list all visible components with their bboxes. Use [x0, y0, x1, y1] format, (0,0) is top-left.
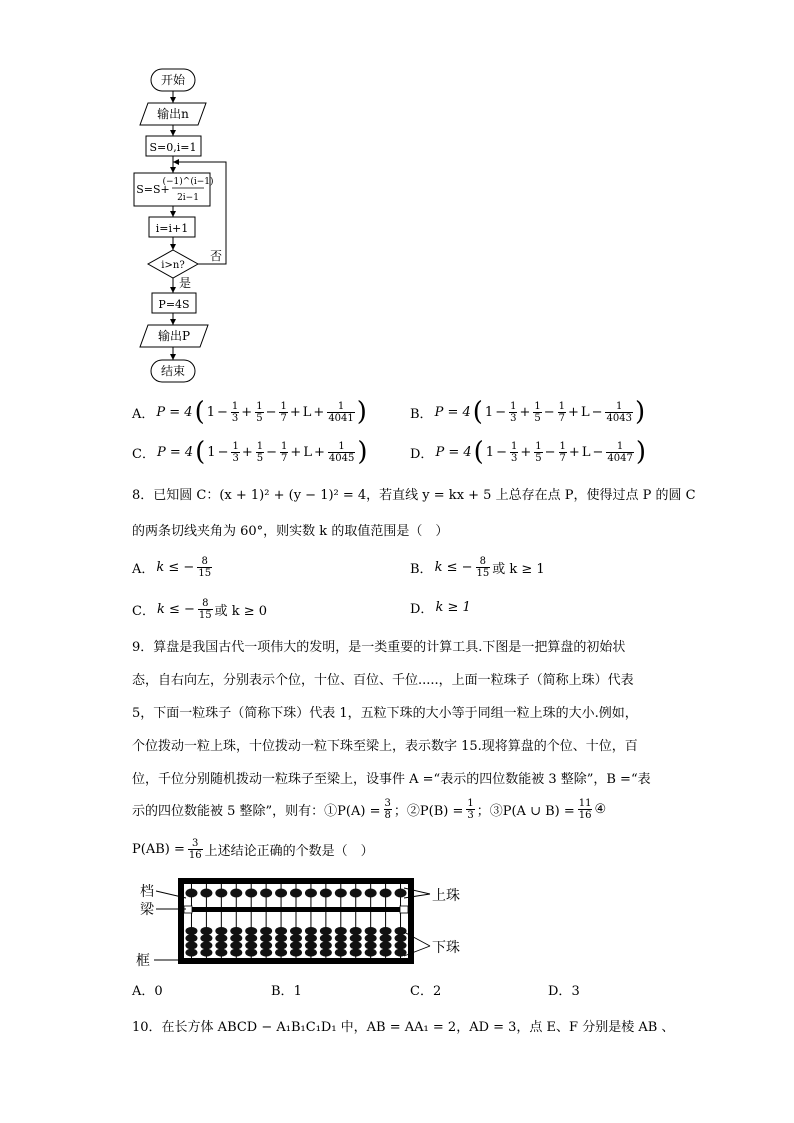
- lower-bead: [335, 949, 347, 957]
- fraction-den: 7: [281, 452, 288, 464]
- lower-bead: [200, 934, 212, 942]
- option-fraction: [476, 556, 491, 579]
- q9-option-d[interactable]: D．3: [548, 984, 580, 999]
- lower-bead: [335, 934, 347, 942]
- lower-bead: [260, 941, 272, 949]
- fraction-num: 1: [534, 400, 541, 412]
- q7-option-d[interactable]: [410, 437, 648, 467]
- upper-bead: [320, 889, 332, 898]
- q9-pb-text: ；②P(B) =: [393, 804, 464, 819]
- option-prefix: P = 4: [435, 444, 472, 460]
- fraction-num: 1: [559, 440, 566, 452]
- lower-bead: [380, 941, 392, 949]
- fraction-last: [327, 401, 354, 424]
- fraction-num: 1: [281, 440, 288, 452]
- last-sign: −: [591, 404, 603, 420]
- upper-bead: [365, 889, 377, 898]
- fraction-den: 7: [280, 412, 287, 424]
- lower-bead: [245, 949, 257, 957]
- fraction-last: [605, 401, 632, 424]
- fraction-third: [231, 441, 239, 464]
- right-paren: ): [356, 397, 367, 427]
- option-prefix: P = 4: [156, 444, 194, 460]
- lower-bead: [215, 934, 227, 942]
- lower-bead: [335, 941, 347, 949]
- fraction-den: 7: [558, 412, 566, 424]
- operator: +: [520, 444, 532, 460]
- operator: +: [241, 404, 253, 420]
- upper-bead: [230, 889, 242, 898]
- fraction-num: 1: [535, 440, 542, 452]
- fraction-num: 8: [476, 556, 491, 568]
- flow-output-n-label: 输出n: [157, 107, 189, 121]
- upper-bead: [335, 889, 347, 898]
- lower-bead: [260, 949, 272, 957]
- option-letter: A．: [132, 562, 155, 577]
- beam-slot-left: [184, 906, 192, 913]
- operator: −: [496, 444, 507, 460]
- lower-bead: [290, 934, 302, 942]
- q10-text: 10．在长方体 ABCD − A₁B₁C₁D₁ 中，AB = AA₁ = 2，AD = 3，点 E、F 分别是棱 AB 、: [132, 1020, 675, 1035]
- q9-line-4: 个位拨动一粒上珠，十位拨动一粒下珠至梁上，表示数字 15.现将算盘的个位、十位，百: [132, 739, 638, 754]
- upper-bead: [245, 889, 257, 898]
- lower-bead: [380, 934, 392, 942]
- fraction-fifth: [534, 441, 542, 464]
- fraction-num: 1: [231, 400, 239, 412]
- fraction-den: 3: [510, 412, 517, 424]
- lower-bead: [305, 941, 317, 949]
- flow-assign-p-label: P=4S: [158, 298, 190, 311]
- fraction-fifth: [255, 401, 263, 424]
- fraction-seventh: [279, 401, 287, 424]
- operator: −: [217, 404, 228, 420]
- flow-init-label: S=0,i=1: [149, 141, 197, 154]
- fraction-num: 1: [232, 440, 239, 452]
- q9-pa-fraction: $\frac{3}{8}$: [384, 798, 391, 821]
- lower-bead: [290, 949, 302, 957]
- fraction-fifth: [256, 441, 264, 464]
- upper-bead: [395, 889, 407, 898]
- lower-bead: [320, 934, 332, 942]
- option-letter: B．: [410, 562, 433, 577]
- lower-bead: [230, 927, 242, 935]
- fraction-den: 15: [198, 610, 212, 621]
- option-letter: C．: [132, 446, 155, 462]
- upper-bead: [380, 889, 392, 898]
- option-text: k ≤ −: [434, 560, 473, 575]
- fraction-den: 4045: [328, 452, 355, 464]
- lower-bead: [260, 927, 272, 935]
- last-sign: +: [313, 404, 325, 420]
- fraction-den: 7: [559, 452, 566, 464]
- upper-bead: [305, 889, 317, 898]
- lower-bead: [185, 934, 197, 942]
- lower-bead: [350, 941, 362, 949]
- q9-option-c[interactable]: C．2: [410, 984, 442, 999]
- lower-bead: [290, 941, 302, 949]
- lower-bead: [215, 941, 227, 949]
- q8-line-2: 的两条切线夹角为 60°，则实数 k 的取值范围是（ ）: [132, 524, 449, 539]
- flow-output-p-label: 输出P: [157, 329, 191, 343]
- upper-bead: [290, 889, 302, 898]
- left-paren: (: [195, 437, 206, 467]
- q7-options: [132, 397, 652, 472]
- label-dang: 档: [140, 884, 154, 900]
- term-one: 1: [207, 444, 216, 460]
- lower-bead: [215, 949, 227, 957]
- fraction-den: 5: [256, 452, 264, 464]
- operator: +: [519, 404, 531, 420]
- q9-option-b[interactable]: B．1: [271, 984, 302, 999]
- q9-line-6: [132, 798, 608, 821]
- lower-bead: [230, 941, 242, 949]
- lower-bead: [245, 927, 257, 935]
- abacus-figure: [132, 874, 492, 974]
- q9-pa-text: 示的四位数能被 5 整除”，则有：①P(A) =: [132, 804, 381, 819]
- q9-line-3: 5，下面一粒珠子（简称下珠）代表 1，五粒下珠的大小等于同组一粒上珠的大小.例如，: [132, 706, 638, 721]
- flow-yes-label: 是: [178, 276, 192, 290]
- lower-bead: [320, 927, 332, 935]
- ellipsis-symbol: L: [302, 404, 312, 420]
- lower-bead: [395, 941, 407, 949]
- flow-increment-label: i=i+1: [155, 222, 189, 235]
- option-fraction: [197, 556, 212, 579]
- q8-option-b[interactable]: [410, 556, 547, 579]
- right-paren: ): [357, 437, 368, 467]
- q8-line-1: 8．已知圆 C：(x + 1)² + (y − 1)² = 4，若直线 y = kx + 5 上总存在点 P，使得过点 P 的圆 C: [132, 488, 696, 503]
- fraction-den: 5: [256, 412, 263, 424]
- option-letter: B．: [410, 406, 433, 422]
- fraction-num: 1: [256, 400, 263, 412]
- fraction-den: 5: [535, 452, 542, 464]
- fraction-num: 1: [558, 400, 566, 412]
- option-prefix: P = 4: [156, 404, 193, 420]
- fraction-den: 4043: [606, 412, 632, 424]
- fraction-third: [510, 441, 518, 464]
- lower-bead: [365, 927, 377, 935]
- term-one: 1: [484, 404, 494, 420]
- label-upper-bead: 上珠: [432, 888, 460, 904]
- upper-bead: [260, 889, 272, 898]
- lower-bead: [275, 927, 287, 935]
- fraction-den: 15: [476, 568, 490, 579]
- ellipsis-symbol: L: [581, 444, 591, 460]
- fraction-den: 3: [232, 452, 239, 464]
- upper-bead: [200, 889, 212, 898]
- lower-bead: [305, 934, 317, 942]
- operator: +: [568, 444, 580, 460]
- left-paren: (: [194, 397, 205, 427]
- lower-bead: [350, 934, 362, 942]
- lower-bead: [275, 949, 287, 957]
- q9-four-marker: ④: [594, 802, 607, 817]
- option-letter: D．: [410, 446, 434, 462]
- q9-p-ab-prefix: P(AB) =: [132, 842, 185, 857]
- option-letter: C．: [132, 604, 155, 619]
- flow-condition-label: i>n?: [161, 260, 185, 271]
- option-letter: A．: [132, 406, 155, 422]
- operator: −: [543, 404, 555, 420]
- fraction-third: [509, 401, 517, 424]
- q9-line-1: 9．算盘是我国古代一项伟大的发明，是一类重要的计算工具.下图是一把算盘的初始状: [132, 640, 626, 655]
- upper-bead: [185, 889, 197, 898]
- lower-bead: [350, 927, 362, 935]
- lower-bead: [365, 941, 377, 949]
- lower-bead: [380, 927, 392, 935]
- lower-bead: [395, 927, 407, 935]
- right-paren: ): [635, 437, 646, 467]
- q7-option-b[interactable]: [410, 397, 647, 427]
- operator: −: [495, 404, 507, 420]
- ellipsis-symbol: L: [580, 404, 590, 420]
- q9-pab-text: ；③P(A ∪ B) =: [476, 804, 575, 819]
- fraction-den: 4047: [607, 452, 633, 464]
- operator: −: [544, 444, 556, 460]
- fraction-num: 1: [256, 440, 264, 452]
- lower-bead: [320, 949, 332, 957]
- last-sign: −: [592, 444, 604, 460]
- q9-p-ab-fraction: $\frac{3}{16}$: [188, 838, 202, 861]
- option-fraction: [198, 598, 213, 621]
- operator: +: [568, 404, 579, 420]
- fraction-num: 1: [510, 440, 518, 452]
- lower-bead: [275, 941, 287, 949]
- flow-end-label: 结束: [160, 364, 186, 378]
- fraction-num: 1: [328, 441, 355, 453]
- option-letter: D．: [410, 602, 434, 617]
- lower-bead: [365, 949, 377, 957]
- lower-bead: [395, 934, 407, 942]
- fraction-num: 1: [606, 441, 633, 453]
- label-kuang: 框: [136, 953, 150, 969]
- fraction-den: 4041: [328, 412, 354, 424]
- lower-bead: [320, 941, 332, 949]
- lower-bead: [335, 927, 347, 935]
- option-text: k ≥ 1: [435, 600, 471, 615]
- operator: −: [266, 444, 278, 460]
- upper-bead: [215, 889, 227, 898]
- term-one: 1: [485, 444, 495, 460]
- flow-update-s-den: 2i−1: [177, 193, 199, 203]
- lower-bead: [305, 949, 317, 957]
- term-one: 1: [206, 404, 216, 420]
- q9-pb-fraction: $\frac{1}{3}$: [467, 798, 474, 821]
- flow-no-label: 否: [209, 249, 223, 263]
- lower-bead: [200, 949, 212, 957]
- flow-update-s-num: (−1)^(i−1): [162, 177, 214, 187]
- lower-bead: [290, 927, 302, 935]
- option-text: k ≤ −: [156, 602, 195, 617]
- flow-update-s-prefix: S=S+: [136, 183, 170, 196]
- q9-line-2: 态，自右向左，分别表示个位，十位、百位、千位.....，上面一粒珠子（简称上珠）代表: [132, 673, 634, 688]
- lower-bead: [230, 949, 242, 957]
- fraction-num: 8: [198, 598, 213, 610]
- fraction-num: 1: [510, 400, 517, 412]
- lower-bead: [365, 934, 377, 942]
- lower-bead: [215, 927, 227, 935]
- fraction-seventh: [280, 441, 288, 464]
- fraction-third: [231, 401, 239, 424]
- fraction-num: 1: [327, 401, 354, 413]
- option-tail: 或 k ≥ 0: [214, 604, 268, 619]
- lower-bead: [200, 927, 212, 935]
- operator: +: [290, 444, 302, 460]
- lower-bead: [275, 934, 287, 942]
- fraction-last: [606, 441, 633, 464]
- q9-pab-fraction: $\frac{11}{16}$: [578, 798, 592, 821]
- lower-bead: [185, 927, 197, 935]
- upper-bead: [350, 889, 362, 898]
- option-text: k ≤ −: [156, 560, 195, 575]
- fraction-den: 3: [510, 452, 518, 464]
- option-prefix: P = 4: [434, 404, 471, 420]
- fraction-den: 15: [198, 568, 212, 579]
- left-paren: (: [472, 397, 483, 427]
- q7-option-a[interactable]: [132, 397, 369, 427]
- q8-option-d[interactable]: [410, 598, 473, 617]
- lower-bead: [350, 949, 362, 957]
- lower-bead: [245, 934, 257, 942]
- label-lower-bead: 下珠: [432, 940, 460, 956]
- lower-bead: [185, 949, 197, 957]
- operator: +: [289, 404, 301, 420]
- right-paren: ): [634, 397, 646, 427]
- ellipsis-symbol: L: [303, 444, 312, 460]
- operator: +: [241, 444, 253, 460]
- fraction-seventh: [558, 401, 566, 424]
- q9-line-7: [132, 838, 376, 861]
- q9-line-5: 位，千位分别随机拨动一粒珠子至梁上，设事件 A =“表示的四位数能被 3 整除”，B =“表: [132, 772, 651, 787]
- fraction-den: 3: [231, 412, 239, 424]
- beam-slot-right: [400, 906, 408, 913]
- q7-option-c[interactable]: [132, 437, 369, 467]
- q9-option-a[interactable]: A．0: [132, 984, 163, 999]
- upper-bead: [275, 889, 287, 898]
- fraction-den: 5: [534, 412, 541, 424]
- fraction-num: 1: [280, 400, 287, 412]
- flow-start-label: 开始: [160, 73, 186, 87]
- left-paren: (: [473, 437, 484, 467]
- operator: −: [217, 444, 229, 460]
- fraction-last: [328, 441, 355, 464]
- fraction-fifth: [533, 401, 541, 424]
- flowchart: [120, 60, 260, 390]
- lower-bead: [245, 941, 257, 949]
- fraction-seventh: [559, 441, 567, 464]
- label-liang: 梁: [140, 902, 154, 918]
- option-tail: 或 k ≥ 1: [492, 562, 545, 577]
- q8-option-c[interactable]: [132, 598, 269, 621]
- fraction-num: 8: [197, 556, 212, 568]
- q8-option-a[interactable]: [132, 556, 214, 579]
- lower-bead: [200, 941, 212, 949]
- lower-bead: [305, 927, 317, 935]
- lower-bead: [380, 949, 392, 957]
- last-sign: +: [313, 444, 325, 460]
- lower-bead: [230, 934, 242, 942]
- fraction-num: 1: [605, 401, 632, 413]
- operator: −: [265, 404, 277, 420]
- lower-bead: [185, 941, 197, 949]
- lower-bead: [260, 934, 272, 942]
- q9-p-ab-suffix: 上述结论正确的个数是（ ）: [204, 844, 374, 859]
